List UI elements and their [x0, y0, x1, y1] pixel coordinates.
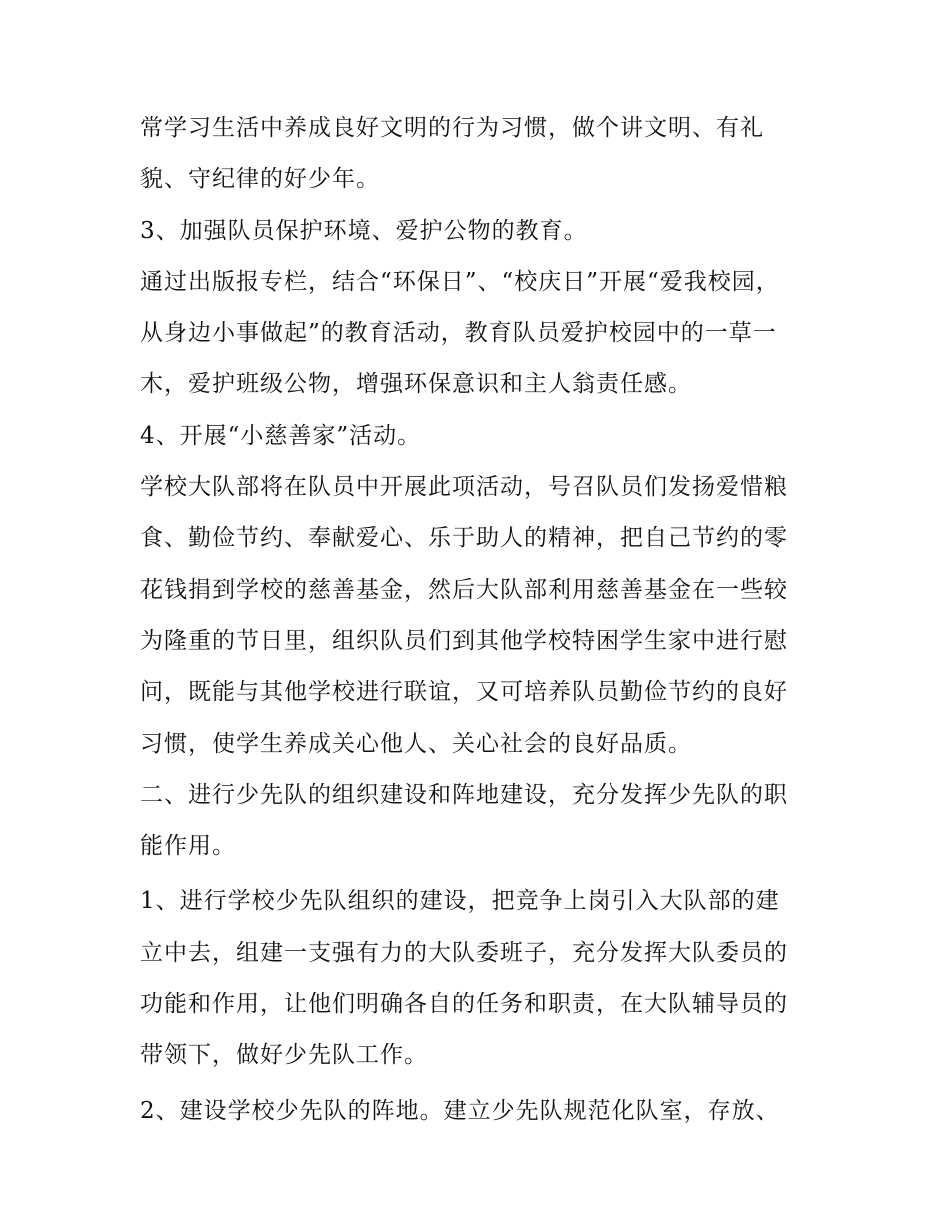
text-line: 立中去，组建一支强有力的大队委班子，充分发挥大队委员的: [140, 939, 788, 966]
text-line: 貌、守纪律的好少年。: [140, 166, 380, 193]
text-line: 带领下，做好少先队工作。: [140, 1042, 428, 1069]
text-line: 食、勤俭节约、奉献爱心、乐于助人的精神，把自己节约的零: [140, 525, 788, 552]
text-line: 二、进行少先队的组织建设和阵地建设，充分发挥少先队的职: [140, 781, 788, 808]
text-line: 问，既能与其他学校进行联谊，又可培养队员勤俭节约的良好: [140, 679, 788, 706]
text-line: 花钱捐到学校的慈善基金，然后大队部利用慈善基金在一些较: [140, 576, 788, 603]
document-body: [140, 103, 820, 1137]
text-line: 从身边小事做起”的教育活动，教育队员爱护校园中的一草一: [140, 320, 777, 347]
text-line: 学校大队部将在队员中开展此项活动，号召队员们发扬爱惜粮: [140, 474, 788, 501]
text-line: 为隆重的节日里，组织队员们到其他学校特困学生家中进行慰: [140, 627, 788, 654]
text-line: 通过出版报专栏，结合“环保日”、“校庆日”开展“爱我校园，: [140, 268, 780, 295]
text-line: 能作用。: [140, 833, 236, 860]
text-line: 习惯，使学生养成关心他人、关心社会的良好品质。: [140, 730, 692, 757]
text-line: 2、建设学校少先队的阵地。建立少先队规范化队室，存放、: [140, 1097, 780, 1124]
text-line: 1、进行学校少先队组织的建设，把竞争上岗引入大队部的建: [140, 888, 780, 915]
text-line: 功能和作用，让他们明确各自的任务和职责，在大队辅导员的: [140, 991, 788, 1018]
text-line: 3、加强队员保护环境、爱护公物的教育。: [140, 217, 588, 244]
text-line: 4、开展“小慈善家”活动。: [140, 422, 422, 449]
text-line: 常学习生活中养成良好文明的行为习惯，做个讲文明、有礼: [140, 115, 764, 141]
text-line: 木，爱护班级公物，增强环保意识和主人翁责任感。: [140, 371, 692, 398]
